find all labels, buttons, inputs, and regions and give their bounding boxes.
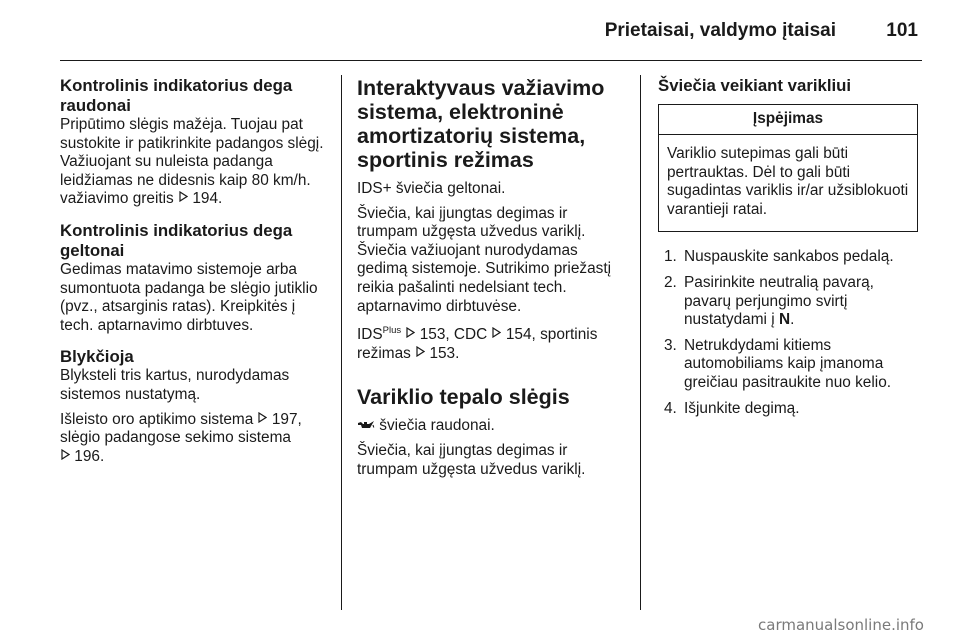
steps-list	[658, 248, 920, 418]
section-heading-large: Interaktyvaus važiavimo sistema, elektroninė amortizatorių sistema, sportinis režimas	[357, 76, 605, 172]
section-heading: Šviečia veikiant varikliui	[658, 76, 852, 95]
list-item: 1. Nuspauskite sankabos pedalą.	[664, 248, 894, 266]
column-divider-1	[341, 75, 342, 610]
paragraph: Šviečia, kai įjungtas degimas ir trumpam užgęsta užvedus variklį.	[357, 441, 586, 478]
section-heading-large: Variklio tepalo slėgis	[357, 385, 570, 410]
column-1	[60, 76, 328, 472]
column-divider-2	[640, 75, 641, 610]
paragraph: Išleisto oro aptikimo sistema 197, slėgio padangose sekimo sistema 196.	[60, 410, 302, 465]
reference-arrow-icon	[60, 448, 70, 467]
page-number: 101	[886, 20, 918, 41]
warning-text: Variklio sutepimas gali būti pertrauktas. Dėl to gali būti sugadintas variklis ir/ar užsiblokuoti varantieji ratai.	[667, 145, 909, 218]
header-title: Prietaisai, valdymo įtaisai	[604, 20, 836, 41]
reference-arrow-icon	[258, 411, 268, 430]
page-reference: 196.	[74, 447, 105, 465]
warning-box	[658, 104, 918, 232]
column-3	[658, 76, 920, 425]
reference-arrow-icon	[405, 326, 415, 345]
paragraph: IDS+ šviečia geltonai.	[357, 180, 506, 197]
paragraph: šviečia raudonai.	[357, 417, 619, 436]
list-item: 4. Išjunkite degimą.	[664, 399, 800, 417]
list-item: 2. Pasirinkite neutralią pavarą, pavarų perjungimo svirtį nustatydami į N.	[664, 273, 874, 329]
page-reference: 194.	[192, 190, 223, 208]
reference-arrow-icon	[178, 190, 188, 209]
paragraph: $IDS^{Plus}$ 153, CDC 154, sportinis režimas 153.	[357, 325, 598, 362]
watermark: carmanualsonline.info	[758, 616, 924, 634]
paragraph: Pripūtimo slėgis mažėja. Tuojau pat sustokite ir patikrinkite padangos slėgį. Važiuojant su nuleista padanga leidžiamas ne didesnis kaip 80 km/h. važiavimo greitis 194.	[60, 116, 324, 208]
page-reference: 197,	[271, 410, 302, 428]
paragraph: Blyksteli tris kartus, nurodydamas sistemos nustatymą.	[60, 367, 290, 403]
section-heading: Kontrolinis indikatorius dega raudonai	[60, 76, 293, 115]
section-heading: Kontrolinis indikatorius dega geltonai	[60, 220, 293, 260]
section-red-indicator	[60, 76, 328, 209]
section-flashing	[60, 347, 328, 466]
list-item: 3. Netrukdydami kitiems automobiliams kaip įmanoma greičiau pasitraukite nuo kelio.	[664, 336, 892, 391]
reference-arrow-icon	[492, 326, 502, 345]
section-heading: Blykčioja	[60, 347, 134, 367]
reference-arrow-icon	[415, 345, 425, 364]
paragraph: Šviečia, kai įjungtas degimas ir trumpam užgęsta užvedus variklį. Šviečia važiuojant nurodydamas gedimą sistemoje. Sutrikimo priežastį reikia pašalinti nedelsiant tech. aptarnavimo dirbtuvėse.	[357, 204, 612, 315]
header-divider	[60, 60, 922, 61]
paragraph: Gedimas matavimo sistemoje arba sumontuota padanga be slėgio jutiklio (pvz., atsarginis ratas). Kreipkitės į tech. aptarnavimo dirbtuves.	[60, 260, 318, 334]
section-yellow-indicator	[60, 221, 328, 335]
column-2	[357, 76, 619, 485]
oil-can-icon	[357, 418, 375, 430]
warning-title: Įspėjimas	[659, 105, 917, 135]
